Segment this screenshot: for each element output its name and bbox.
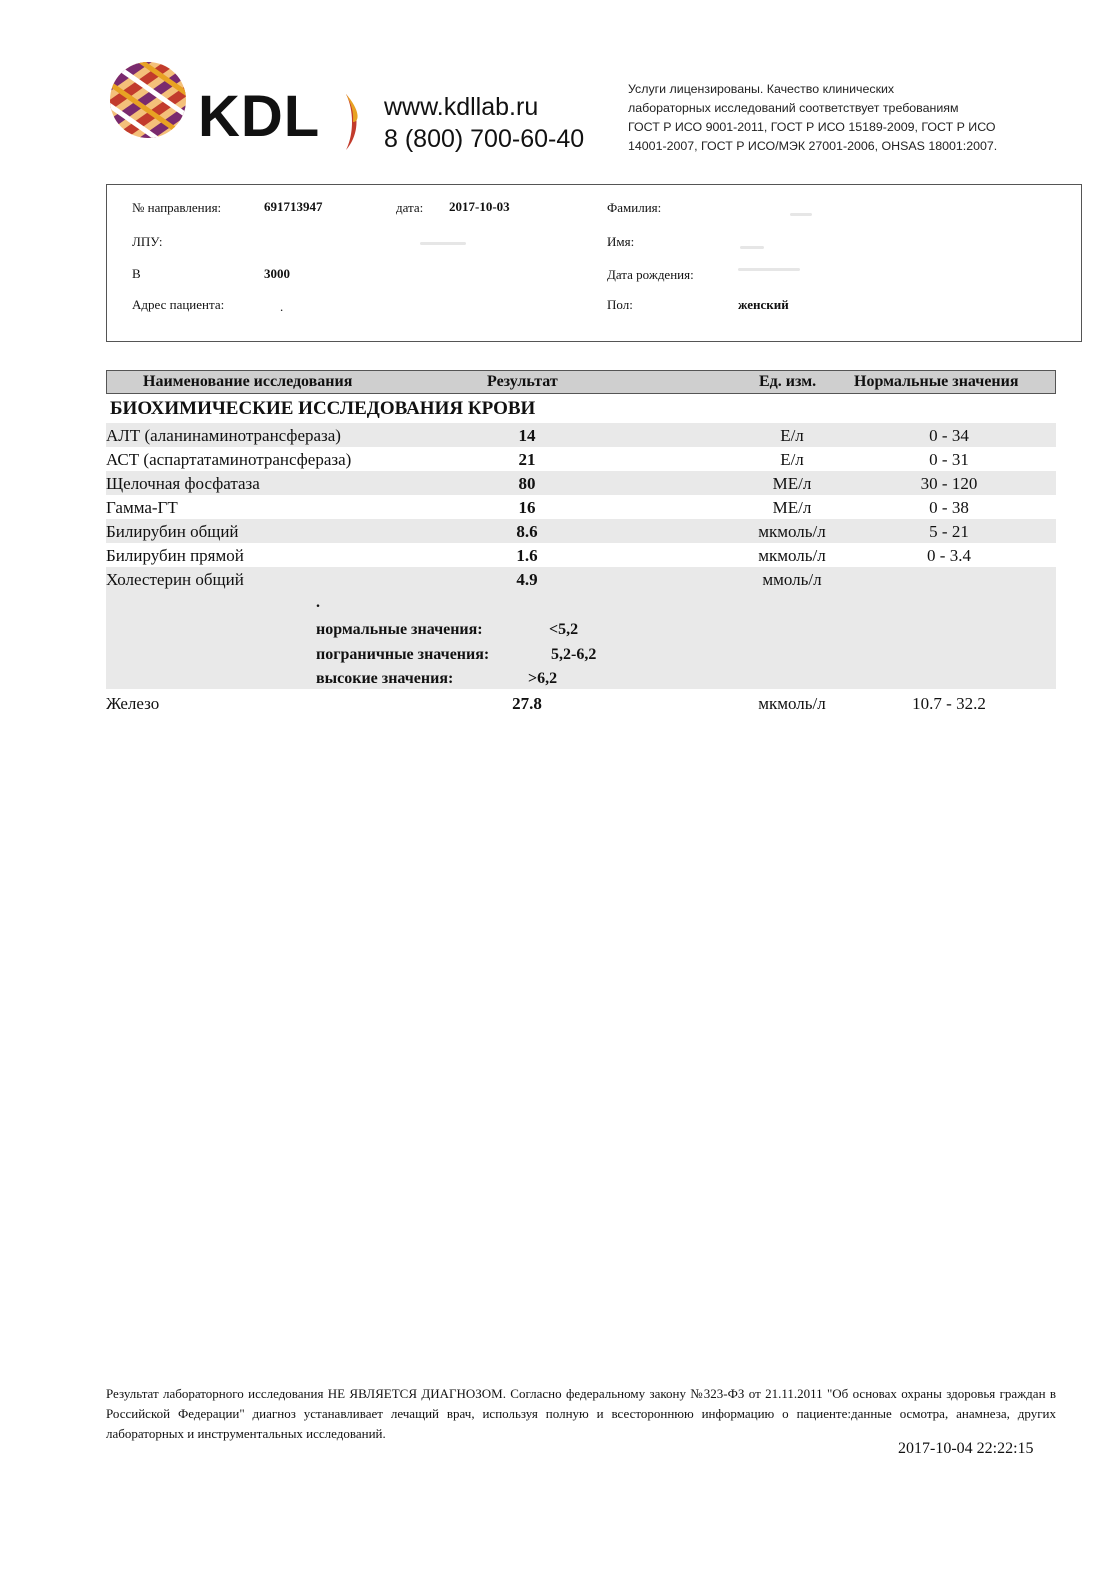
test-result: 80	[518, 474, 536, 493]
kdl-logo-icon	[108, 60, 188, 140]
table-row	[106, 543, 1056, 567]
test-norm: 30 - 120	[920, 474, 978, 493]
test-unit: Е/л	[780, 450, 804, 469]
test-result: 27.8	[512, 694, 542, 713]
table-row	[106, 495, 1056, 519]
test-result: 8.6	[516, 522, 538, 541]
cholesterol-note-dot: .	[316, 594, 320, 611]
date-value: 2017-10-03	[449, 199, 510, 214]
license-text	[628, 80, 1088, 156]
license-line: Услуги лицензированы. Качество клинических	[628, 82, 895, 96]
table-header	[106, 370, 1056, 394]
test-unit: мкмоль/л	[758, 546, 826, 565]
test-result: 4.9	[516, 570, 538, 589]
license-line: ГОСТ Р ИСО 9001-2011, ГОСТ Р ИСО 15189-2009, ГОСТ Р ИСО	[628, 120, 996, 134]
lpu-label: ЛПУ:	[132, 234, 163, 249]
table-row	[106, 567, 1056, 689]
website-link[interactable]: www.kdllab.ru	[384, 93, 539, 121]
test-norm: 0 - 3.4	[927, 546, 971, 565]
table-row	[106, 447, 1056, 471]
test-norm: 0 - 31	[929, 450, 969, 469]
redacted-dob	[738, 268, 800, 271]
test-unit: Е/л	[780, 426, 804, 445]
redacted-lpu	[420, 242, 466, 245]
surname-label: Фамилия:	[607, 200, 662, 215]
test-norm: 0 - 34	[929, 426, 969, 445]
header-name: Наименование исследования	[143, 373, 353, 390]
test-norm: 0 - 38	[929, 498, 969, 517]
cholesterol-high-value: >6,2	[528, 670, 558, 687]
print-timestamp: 2017-10-04 22:22:15	[898, 1440, 1034, 1457]
v-value: 3000	[264, 266, 290, 281]
section-title: БИОХИМИЧЕСКИЕ ИССЛЕДОВАНИЯ КРОВИ	[110, 398, 536, 419]
test-unit: мкмоль/л	[758, 694, 826, 713]
name-label: Имя:	[607, 234, 635, 249]
header-norm: Нормальные значения	[854, 373, 1019, 390]
test-name: АСТ (аспартатаминотрансфераза)	[106, 450, 352, 469]
header-unit: Ед. изм.	[759, 373, 817, 390]
test-result: 1.6	[516, 546, 538, 565]
referral-value: 691713947	[264, 199, 323, 214]
header-result: Результат	[487, 373, 558, 390]
phone-number: 8 (800) 700-60-40	[384, 125, 585, 153]
test-norm: 5 - 21	[929, 522, 969, 541]
test-result: 14	[518, 426, 536, 445]
cholesterol-high-label: высокие значения:	[316, 670, 454, 687]
cholesterol-normal-label: нормальные значения:	[316, 621, 483, 638]
redacted-surname	[790, 213, 812, 216]
cholesterol-normal-value: <5,2	[549, 621, 579, 638]
table-row	[106, 519, 1056, 543]
test-result: 21	[518, 450, 536, 469]
license-line: лабораторных исследований соответствует требованиям	[628, 101, 959, 115]
table-row	[106, 423, 1056, 447]
test-name: Билирубин прямой	[106, 546, 244, 565]
test-name: Гамма-ГТ	[106, 498, 178, 517]
cholesterol-border-label: пограничные значения:	[316, 646, 490, 663]
test-unit: МЕ/л	[772, 474, 812, 493]
test-unit: МЕ/л	[772, 498, 812, 517]
test-unit: мкмоль/л	[758, 522, 826, 541]
patient-info-box	[106, 184, 1082, 342]
referral-label: № направления:	[132, 200, 222, 215]
test-result: 16	[518, 498, 536, 517]
date-label: дата:	[396, 200, 424, 215]
address-label: Адрес пациента:	[132, 297, 225, 312]
address-value: .	[280, 299, 284, 314]
test-name: Щелочная фосфатаза	[106, 474, 260, 493]
test-unit: ммоль/л	[762, 570, 822, 589]
license-line: 14001-2007, ГОСТ Р ИСО/МЭК 27001-2006, OHSAS 18001:2007.	[628, 139, 998, 153]
v-label: В	[132, 266, 141, 281]
test-name: АЛТ (аланинаминотрансфераза)	[106, 426, 341, 445]
test-name: Билирубин общий	[106, 522, 239, 541]
sex-label: Пол:	[607, 297, 633, 312]
test-norm: 10.7 - 32.2	[912, 694, 986, 713]
chevron-right-icon	[340, 92, 366, 152]
test-name: Железо	[106, 694, 160, 713]
table-row	[106, 471, 1056, 495]
sex-value: женский	[738, 297, 789, 312]
brand-logo-text: KDL	[198, 84, 321, 149]
test-name: Холестерин общий	[106, 570, 244, 589]
redacted-name	[740, 246, 764, 249]
cholesterol-border-value: 5,2-6,2	[551, 646, 597, 663]
table-row	[106, 691, 1056, 715]
dob-label: Дата рождения:	[607, 267, 694, 282]
disclaimer-text: Результат лабораторного исследования НЕ ЯВЛЯЕТСЯ ДИАГНОЗОМ. Согласно федеральному закону №323-ФЗ от 21.11.2011 "Об основах охраны здоровья граждан в Российской Федерации" диагноз устанавливает лечащий врач, используя полную и всестороннюю информацию о пациенте:данные осмотра, анамнеза, других лабораторных и инструментальных исследований.	[106, 1386, 1056, 1441]
